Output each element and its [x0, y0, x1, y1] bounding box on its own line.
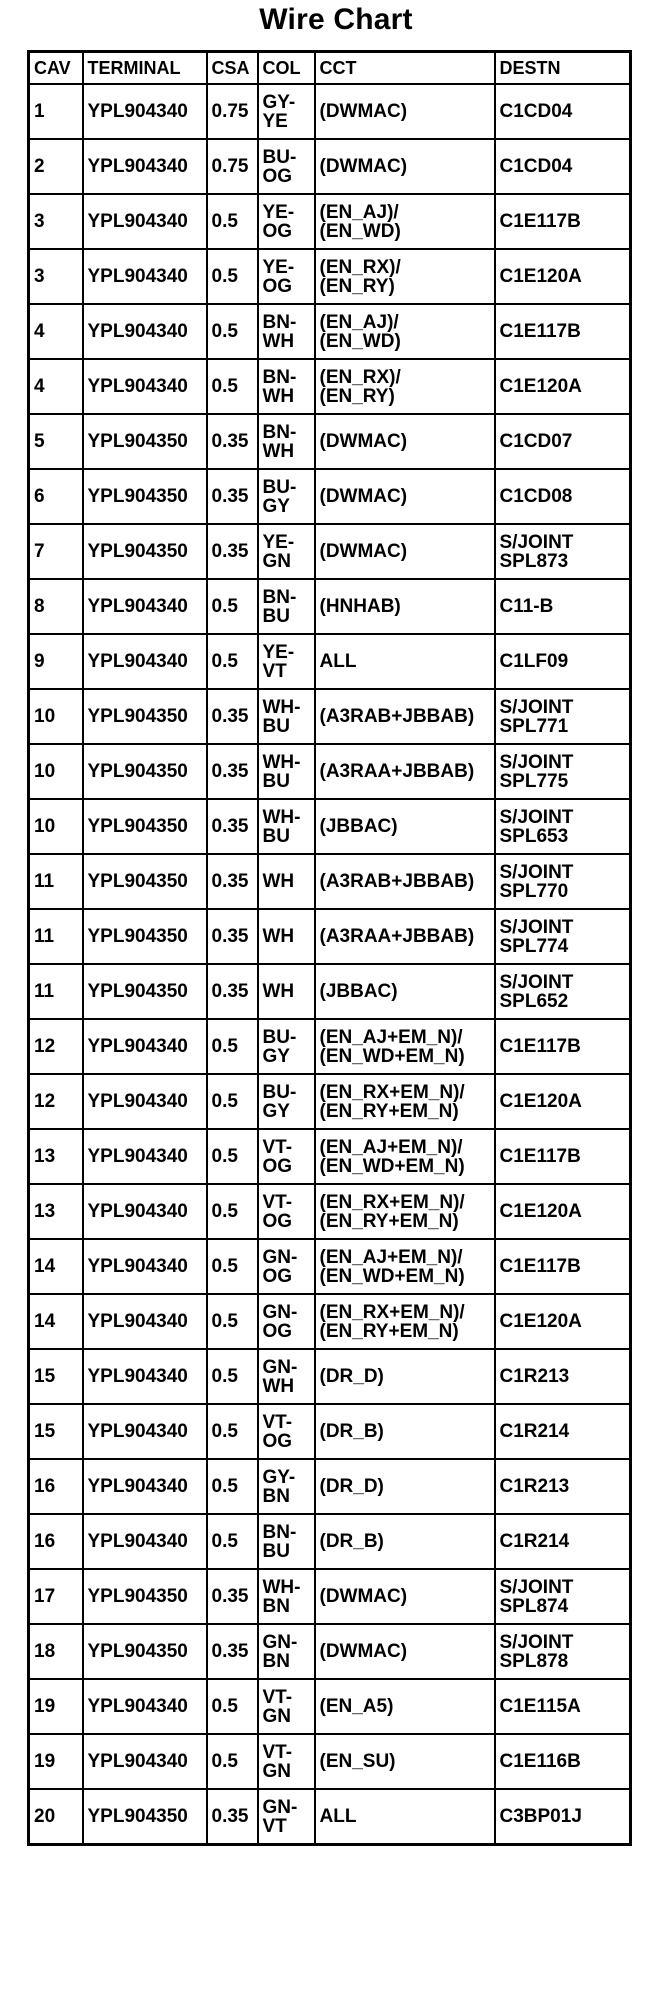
table-row — [29, 1294, 631, 1349]
header-destn: DESTN — [495, 52, 631, 85]
circuit-cell: (DWMAC) — [315, 84, 495, 139]
table-row — [29, 854, 631, 909]
color-cell: WH — [258, 909, 315, 964]
circuit-cell: (JBBAC) — [315, 964, 495, 1019]
cav-cell: 10 — [29, 799, 83, 854]
cav-cell: 16 — [29, 1514, 83, 1569]
destination-cell: C1E117B — [495, 304, 631, 359]
table-row — [29, 1404, 631, 1459]
csa-cell: 0.5 — [207, 304, 258, 359]
destination-cell: C1E117B — [495, 1019, 631, 1074]
terminal-cell: YPL904340 — [83, 84, 207, 139]
circuit-cell: (EN_SU) — [315, 1734, 495, 1789]
destination-cell: C11-B — [495, 579, 631, 634]
csa-cell: 0.35 — [207, 799, 258, 854]
destination-cell: C1E117B — [495, 1239, 631, 1294]
csa-cell: 0.35 — [207, 744, 258, 799]
circuit-cell: (EN_AJ+EM_N)/ (EN_WD+EM_N) — [315, 1129, 495, 1184]
table-row — [29, 909, 631, 964]
csa-cell: 0.35 — [207, 469, 258, 524]
circuit-cell: (DWMAC) — [315, 1624, 495, 1679]
wire-chart-table — [27, 50, 632, 1846]
color-cell: GN- WH — [258, 1349, 315, 1404]
circuit-cell: (DR_B) — [315, 1404, 495, 1459]
csa-cell: 0.75 — [207, 84, 258, 139]
table-row — [29, 1459, 631, 1514]
table-row — [29, 414, 631, 469]
color-cell: GN- OG — [258, 1294, 315, 1349]
table-body — [29, 84, 631, 1845]
destination-cell: C1E115A — [495, 1679, 631, 1734]
table-row — [29, 799, 631, 854]
terminal-cell: YPL904340 — [83, 1239, 207, 1294]
cav-cell: 6 — [29, 469, 83, 524]
cav-cell: 9 — [29, 634, 83, 689]
destination-cell: S/JOINT SPL873 — [495, 524, 631, 579]
table-row — [29, 1239, 631, 1294]
circuit-cell: (A3RAA+JBBAB) — [315, 744, 495, 799]
table-row — [29, 1349, 631, 1404]
csa-cell: 0.35 — [207, 689, 258, 744]
cav-cell: 18 — [29, 1624, 83, 1679]
color-cell: VT- GN — [258, 1679, 315, 1734]
csa-cell: 0.5 — [207, 1734, 258, 1789]
circuit-cell: (EN_AJ)/ (EN_WD) — [315, 194, 495, 249]
terminal-cell: YPL904350 — [83, 689, 207, 744]
cav-cell: 13 — [29, 1129, 83, 1184]
cav-cell: 11 — [29, 854, 83, 909]
destination-cell: S/JOINT SPL775 — [495, 744, 631, 799]
color-cell: VT- GN — [258, 1734, 315, 1789]
destination-cell: C1LF09 — [495, 634, 631, 689]
table-row — [29, 139, 631, 194]
table-row — [29, 469, 631, 524]
terminal-cell: YPL904350 — [83, 469, 207, 524]
csa-cell: 0.5 — [207, 1404, 258, 1459]
terminal-cell: YPL904340 — [83, 194, 207, 249]
destination-cell: C1E120A — [495, 249, 631, 304]
csa-cell: 0.5 — [207, 579, 258, 634]
destination-cell: C1R214 — [495, 1514, 631, 1569]
destination-cell: C1E120A — [495, 1074, 631, 1129]
cav-cell: 8 — [29, 579, 83, 634]
header-cav: CAV — [29, 52, 83, 85]
color-cell: BU- GY — [258, 1074, 315, 1129]
cav-cell: 14 — [29, 1239, 83, 1294]
header-csa: CSA — [207, 52, 258, 85]
circuit-cell: ALL — [315, 634, 495, 689]
circuit-cell: (EN_RX+EM_N)/ (EN_RY+EM_N) — [315, 1294, 495, 1349]
terminal-cell: YPL904350 — [83, 1569, 207, 1624]
circuit-cell: (EN_RX+EM_N)/ (EN_RY+EM_N) — [315, 1074, 495, 1129]
destination-cell: S/JOINT SPL652 — [495, 964, 631, 1019]
circuit-cell: (DWMAC) — [315, 414, 495, 469]
table-row — [29, 1569, 631, 1624]
cav-cell: 20 — [29, 1789, 83, 1845]
color-cell: BU- OG — [258, 139, 315, 194]
cav-cell: 12 — [29, 1074, 83, 1129]
csa-cell: 0.5 — [207, 1239, 258, 1294]
color-cell: BN- WH — [258, 414, 315, 469]
color-cell: VT- OG — [258, 1129, 315, 1184]
cav-cell: 16 — [29, 1459, 83, 1514]
circuit-cell: (EN_AJ+EM_N)/ (EN_WD+EM_N) — [315, 1019, 495, 1074]
table-row — [29, 249, 631, 304]
terminal-cell: YPL904340 — [83, 579, 207, 634]
destination-cell: C1R213 — [495, 1349, 631, 1404]
csa-cell: 0.5 — [207, 1679, 258, 1734]
cav-cell: 2 — [29, 139, 83, 194]
color-cell: YE- GN — [258, 524, 315, 579]
csa-cell: 0.35 — [207, 854, 258, 909]
color-cell: BU- GY — [258, 469, 315, 524]
color-cell: WH- BN — [258, 1569, 315, 1624]
circuit-cell: (JBBAC) — [315, 799, 495, 854]
terminal-cell: YPL904340 — [83, 1514, 207, 1569]
color-cell: WH — [258, 964, 315, 1019]
terminal-cell: YPL904340 — [83, 1019, 207, 1074]
destination-cell: S/JOINT SPL878 — [495, 1624, 631, 1679]
color-cell: YE- OG — [258, 194, 315, 249]
cav-cell: 5 — [29, 414, 83, 469]
terminal-cell: YPL904350 — [83, 799, 207, 854]
terminal-cell: YPL904340 — [83, 1734, 207, 1789]
page-title: Wire Chart — [259, 3, 413, 36]
color-cell: GY- BN — [258, 1459, 315, 1514]
cav-cell: 11 — [29, 909, 83, 964]
color-cell: BU- GY — [258, 1019, 315, 1074]
color-cell: WH- BU — [258, 744, 315, 799]
destination-cell: C1R213 — [495, 1459, 631, 1514]
color-cell: WH — [258, 854, 315, 909]
table-row — [29, 359, 631, 414]
destination-cell: C1R214 — [495, 1404, 631, 1459]
cav-cell: 10 — [29, 689, 83, 744]
table-row — [29, 579, 631, 634]
color-cell: BN- WH — [258, 304, 315, 359]
header-row — [29, 52, 631, 85]
terminal-cell: YPL904350 — [83, 964, 207, 1019]
terminal-cell: YPL904350 — [83, 524, 207, 579]
table-row — [29, 689, 631, 744]
terminal-cell: YPL904340 — [83, 1679, 207, 1734]
csa-cell: 0.35 — [207, 964, 258, 1019]
cav-cell: 7 — [29, 524, 83, 579]
header-col: COL — [258, 52, 315, 85]
terminal-cell: YPL904340 — [83, 1404, 207, 1459]
cav-cell: 15 — [29, 1349, 83, 1404]
terminal-cell: YPL904350 — [83, 1624, 207, 1679]
destination-cell: S/JOINT SPL653 — [495, 799, 631, 854]
csa-cell: 0.35 — [207, 909, 258, 964]
cav-cell: 10 — [29, 744, 83, 799]
terminal-cell: YPL904340 — [83, 249, 207, 304]
csa-cell: 0.35 — [207, 414, 258, 469]
color-cell: YE- VT — [258, 634, 315, 689]
terminal-cell: YPL904340 — [83, 634, 207, 689]
color-cell: VT- OG — [258, 1404, 315, 1459]
cav-cell: 4 — [29, 359, 83, 414]
circuit-cell: ALL — [315, 1789, 495, 1845]
destination-cell: S/JOINT SPL874 — [495, 1569, 631, 1624]
csa-cell: 0.5 — [207, 1349, 258, 1404]
csa-cell: 0.5 — [207, 1074, 258, 1129]
destination-cell: C1E116B — [495, 1734, 631, 1789]
circuit-cell: (DR_D) — [315, 1459, 495, 1514]
table-row — [29, 1734, 631, 1789]
csa-cell: 0.5 — [207, 249, 258, 304]
destination-cell: C1CD04 — [495, 139, 631, 194]
csa-cell: 0.75 — [207, 139, 258, 194]
color-cell: WH- BU — [258, 799, 315, 854]
csa-cell: 0.5 — [207, 359, 258, 414]
table-row — [29, 964, 631, 1019]
destination-cell: C1CD04 — [495, 84, 631, 139]
color-cell: GN- VT — [258, 1789, 315, 1845]
destination-cell: C1E120A — [495, 1294, 631, 1349]
table-row — [29, 1184, 631, 1239]
terminal-cell: YPL904340 — [83, 139, 207, 194]
circuit-cell: (DR_D) — [315, 1349, 495, 1404]
circuit-cell: (A3RAA+JBBAB) — [315, 909, 495, 964]
cav-cell: 15 — [29, 1404, 83, 1459]
terminal-cell: YPL904350 — [83, 1789, 207, 1845]
terminal-cell: YPL904340 — [83, 359, 207, 414]
terminal-cell: YPL904350 — [83, 414, 207, 469]
table-row — [29, 1514, 631, 1569]
terminal-cell: YPL904340 — [83, 1074, 207, 1129]
circuit-cell: (DWMAC) — [315, 469, 495, 524]
circuit-cell: (HNHAB) — [315, 579, 495, 634]
table-row — [29, 1679, 631, 1734]
color-cell: VT- OG — [258, 1184, 315, 1239]
circuit-cell: (EN_RX+EM_N)/ (EN_RY+EM_N) — [315, 1184, 495, 1239]
table-row — [29, 634, 631, 689]
destination-cell: S/JOINT SPL771 — [495, 689, 631, 744]
circuit-cell: (EN_AJ+EM_N)/ (EN_WD+EM_N) — [315, 1239, 495, 1294]
cav-cell: 19 — [29, 1679, 83, 1734]
circuit-cell: (A3RAB+JBBAB) — [315, 854, 495, 909]
cav-cell: 3 — [29, 194, 83, 249]
color-cell: YE- OG — [258, 249, 315, 304]
circuit-cell: (DWMAC) — [315, 524, 495, 579]
csa-cell: 0.5 — [207, 1294, 258, 1349]
cav-cell: 17 — [29, 1569, 83, 1624]
destination-cell: C1CD07 — [495, 414, 631, 469]
circuit-cell: (A3RAB+JBBAB) — [315, 689, 495, 744]
circuit-cell: (EN_A5) — [315, 1679, 495, 1734]
circuit-cell: (EN_RX)/ (EN_RY) — [315, 249, 495, 304]
table-row — [29, 1074, 631, 1129]
csa-cell: 0.35 — [207, 1569, 258, 1624]
cav-cell: 14 — [29, 1294, 83, 1349]
table-header — [29, 52, 631, 85]
terminal-cell: YPL904340 — [83, 1184, 207, 1239]
csa-cell: 0.5 — [207, 194, 258, 249]
circuit-cell: (DWMAC) — [315, 1569, 495, 1624]
csa-cell: 0.5 — [207, 634, 258, 689]
csa-cell: 0.5 — [207, 1459, 258, 1514]
cav-cell: 12 — [29, 1019, 83, 1074]
cav-cell: 4 — [29, 304, 83, 359]
csa-cell: 0.5 — [207, 1184, 258, 1239]
destination-cell: C1CD08 — [495, 469, 631, 524]
destination-cell: C3BP01J — [495, 1789, 631, 1845]
csa-cell: 0.35 — [207, 524, 258, 579]
terminal-cell: YPL904350 — [83, 744, 207, 799]
color-cell: GN- OG — [258, 1239, 315, 1294]
table-row — [29, 304, 631, 359]
terminal-cell: YPL904340 — [83, 1349, 207, 1404]
circuit-cell: (EN_RX)/ (EN_RY) — [315, 359, 495, 414]
color-cell: BN- BU — [258, 579, 315, 634]
destination-cell: C1E117B — [495, 194, 631, 249]
terminal-cell: YPL904350 — [83, 909, 207, 964]
terminal-cell: YPL904340 — [83, 1294, 207, 1349]
csa-cell: 0.5 — [207, 1019, 258, 1074]
color-cell: GY- YE — [258, 84, 315, 139]
color-cell: BN- BU — [258, 1514, 315, 1569]
csa-cell: 0.35 — [207, 1789, 258, 1845]
terminal-cell: YPL904340 — [83, 304, 207, 359]
table-row — [29, 524, 631, 579]
destination-cell: C1E120A — [495, 359, 631, 414]
table-row — [29, 194, 631, 249]
cav-cell: 1 — [29, 84, 83, 139]
table-row — [29, 84, 631, 139]
csa-cell: 0.35 — [207, 1624, 258, 1679]
table-row — [29, 1129, 631, 1184]
header-cct: CCT — [315, 52, 495, 85]
cav-cell: 3 — [29, 249, 83, 304]
circuit-cell: (DR_B) — [315, 1514, 495, 1569]
color-cell: BN- WH — [258, 359, 315, 414]
terminal-cell: YPL904350 — [83, 854, 207, 909]
circuit-cell: (DWMAC) — [315, 139, 495, 194]
csa-cell: 0.5 — [207, 1514, 258, 1569]
table-row — [29, 1019, 631, 1074]
destination-cell: C1E120A — [495, 1184, 631, 1239]
table-row — [29, 1624, 631, 1679]
color-cell: GN- BN — [258, 1624, 315, 1679]
terminal-cell: YPL904340 — [83, 1459, 207, 1514]
cav-cell: 19 — [29, 1734, 83, 1789]
cav-cell: 11 — [29, 964, 83, 1019]
destination-cell: S/JOINT SPL774 — [495, 909, 631, 964]
table-row — [29, 1789, 631, 1845]
terminal-cell: YPL904340 — [83, 1129, 207, 1184]
color-cell: WH- BU — [258, 689, 315, 744]
destination-cell: S/JOINT SPL770 — [495, 854, 631, 909]
circuit-cell: (EN_AJ)/ (EN_WD) — [315, 304, 495, 359]
table-row — [29, 744, 631, 799]
csa-cell: 0.5 — [207, 1129, 258, 1184]
header-terminal: TERMINAL — [83, 52, 207, 85]
destination-cell: C1E117B — [495, 1129, 631, 1184]
cav-cell: 13 — [29, 1184, 83, 1239]
